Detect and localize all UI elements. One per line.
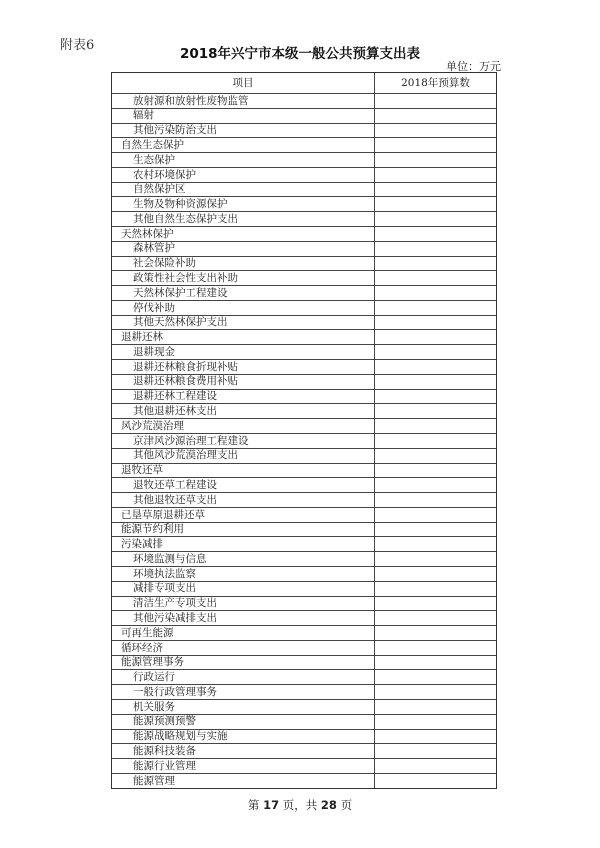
row-item-name: 可再生能源 [112, 626, 375, 640]
header-amount: 2018年预算数 [401, 77, 470, 90]
table-row [112, 168, 496, 183]
table-row [112, 212, 496, 227]
row-amount [375, 138, 496, 152]
row-amount [375, 434, 496, 448]
row-amount [375, 404, 496, 418]
row-item-name: 生物及物种资源保护 [112, 197, 375, 211]
budget-table [111, 72, 497, 789]
table-row [112, 242, 496, 257]
table-row [112, 434, 496, 449]
row-item-name: 天然林保护 [112, 227, 375, 241]
table-row [112, 271, 496, 286]
row-item-name: 农村环境保护 [112, 168, 375, 182]
row-amount [375, 271, 496, 285]
row-amount [375, 375, 496, 389]
table-row [112, 330, 496, 345]
row-amount [375, 700, 496, 714]
row-amount [375, 301, 496, 315]
row-item-name: 森林管护 [112, 242, 375, 256]
row-item-name: 一般行政管理事务 [112, 685, 375, 699]
table-row [112, 670, 496, 685]
row-amount [375, 153, 496, 167]
row-amount [375, 227, 496, 241]
row-item-name: 能源战略规划与实施 [112, 730, 375, 744]
table-row [112, 360, 496, 375]
table-row [112, 286, 496, 301]
row-amount [375, 419, 496, 433]
unit-label: 单位：万元 [446, 60, 501, 73]
table-row [112, 478, 496, 493]
row-item-name: 环境执法监察 [112, 567, 375, 581]
footer-total-pages: 28 [320, 798, 337, 812]
table-row [112, 449, 496, 464]
row-item-name: 放射源和放射性废物监管 [112, 94, 375, 108]
row-item-name: 减排专项支出 [112, 582, 375, 596]
row-amount [375, 94, 496, 108]
row-item-name: 机关服务 [112, 700, 375, 714]
row-amount [375, 641, 496, 655]
row-item-name: 其他自然生态保护支出 [112, 212, 375, 226]
table-row [112, 419, 496, 434]
row-item-name: 能源科技装备 [112, 744, 375, 758]
row-amount [375, 449, 496, 463]
row-item-name: 政策性社会性支出补助 [112, 271, 375, 285]
row-amount [375, 390, 496, 404]
row-item-name: 清洁生产专项支出 [112, 597, 375, 611]
row-amount [375, 478, 496, 492]
row-item-name: 其他天然林保护支出 [112, 316, 375, 330]
table-row [112, 390, 496, 405]
row-amount [375, 257, 496, 271]
row-item-name: 能源行业管理 [112, 759, 375, 773]
row-item-name: 退耕还林粮食折现补贴 [112, 360, 375, 374]
row-amount [375, 685, 496, 699]
table-row [112, 700, 496, 715]
table-row [112, 94, 496, 109]
table-row [112, 124, 496, 139]
row-amount [375, 715, 496, 729]
row-item-name: 能源节约利用 [112, 523, 375, 537]
table-row [112, 759, 496, 774]
table-row [112, 597, 496, 612]
row-item-name: 退耕还林 [112, 330, 375, 344]
table-row [112, 730, 496, 745]
table-row [112, 552, 496, 567]
row-item-name: 能源管理 [112, 774, 375, 788]
row-item-name: 社会保险补助 [112, 257, 375, 271]
footer-prefix: 第 [247, 798, 260, 812]
table-row [112, 582, 496, 597]
row-item-name: 其他污染减排支出 [112, 611, 375, 625]
row-item-name: 退耕现金 [112, 345, 375, 359]
table-row [112, 656, 496, 671]
row-amount [375, 330, 496, 344]
table-row [112, 404, 496, 419]
table-row [112, 375, 496, 390]
row-amount [375, 316, 496, 330]
row-amount [375, 523, 496, 537]
table-row [112, 183, 496, 198]
page-footer [0, 797, 600, 813]
row-amount [375, 670, 496, 684]
row-amount [375, 508, 496, 522]
table-row [112, 493, 496, 508]
row-item-name: 污染减排 [112, 537, 375, 551]
table-row [112, 257, 496, 272]
row-item-name: 自然保护区 [112, 183, 375, 197]
footer-middle: 页，共 [282, 798, 318, 812]
appendix-label: 附表6 [60, 38, 95, 53]
row-item-name: 其他退牧还草支出 [112, 493, 375, 507]
row-item-name: 能源管理事务 [112, 656, 375, 670]
footer-page-number: 17 [263, 798, 280, 812]
table-row [112, 138, 496, 153]
table-row [112, 227, 496, 242]
row-item-name: 已垦草原退耕还草 [112, 508, 375, 522]
table-row [112, 345, 496, 360]
table-row [112, 197, 496, 212]
row-amount [375, 168, 496, 182]
row-amount [375, 611, 496, 625]
table-header-row [112, 73, 496, 94]
row-item-name: 循环经济 [112, 641, 375, 655]
row-item-name: 退耕还林工程建设 [112, 390, 375, 404]
row-amount [375, 124, 496, 138]
row-item-name: 其他风沙荒漠治理支出 [112, 449, 375, 463]
row-amount [375, 582, 496, 596]
row-amount [375, 626, 496, 640]
row-item-name: 退牧还草 [112, 464, 375, 478]
row-amount [375, 730, 496, 744]
table-row [112, 301, 496, 316]
row-amount [375, 464, 496, 478]
row-amount [375, 552, 496, 566]
header-item: 项目 [112, 73, 375, 93]
row-item-name: 风沙荒漠治理 [112, 419, 375, 433]
table-row [112, 611, 496, 626]
row-amount [375, 656, 496, 670]
row-item-name: 行政运行 [112, 670, 375, 684]
row-item-name: 天然林保护工程建设 [112, 286, 375, 300]
row-amount [375, 242, 496, 256]
row-amount [375, 759, 496, 773]
row-amount [375, 109, 496, 123]
footer-suffix: 页 [340, 798, 353, 812]
row-item-name: 能源预测预警 [112, 715, 375, 729]
row-amount [375, 774, 496, 788]
row-amount [375, 744, 496, 758]
table-row [112, 153, 496, 168]
row-amount [375, 345, 496, 359]
row-amount [375, 286, 496, 300]
table-row [112, 685, 496, 700]
row-item-name: 京津风沙源治理工程建设 [112, 434, 375, 448]
row-amount [375, 537, 496, 551]
table-row [112, 626, 496, 641]
table-row [112, 523, 496, 538]
table-row [112, 316, 496, 331]
page-title: 2018年兴宁市本级一般公共预算支出表 [179, 46, 421, 62]
row-amount [375, 197, 496, 211]
row-item-name: 自然生态保护 [112, 138, 375, 152]
row-item-name: 生态保护 [112, 153, 375, 167]
row-amount [375, 567, 496, 581]
table-row [112, 109, 496, 124]
table-row [112, 537, 496, 552]
row-item-name: 其他退耕还林支出 [112, 404, 375, 418]
row-amount [375, 493, 496, 507]
table-row [112, 744, 496, 759]
row-item-name: 环境监测与信息 [112, 552, 375, 566]
row-item-name: 停伐补助 [112, 301, 375, 315]
table-row [112, 567, 496, 582]
table-row [112, 774, 496, 788]
table-row [112, 508, 496, 523]
row-amount [375, 183, 496, 197]
row-item-name: 退耕还林粮食费用补贴 [112, 375, 375, 389]
row-amount [375, 360, 496, 374]
row-item-name: 其他污染防治支出 [112, 124, 375, 138]
row-item-name: 退牧还草工程建设 [112, 478, 375, 492]
table-row [112, 715, 496, 730]
row-item-name: 辐射 [112, 109, 375, 123]
row-amount [375, 597, 496, 611]
table-row [112, 464, 496, 479]
row-amount [375, 212, 496, 226]
table-row [112, 641, 496, 656]
